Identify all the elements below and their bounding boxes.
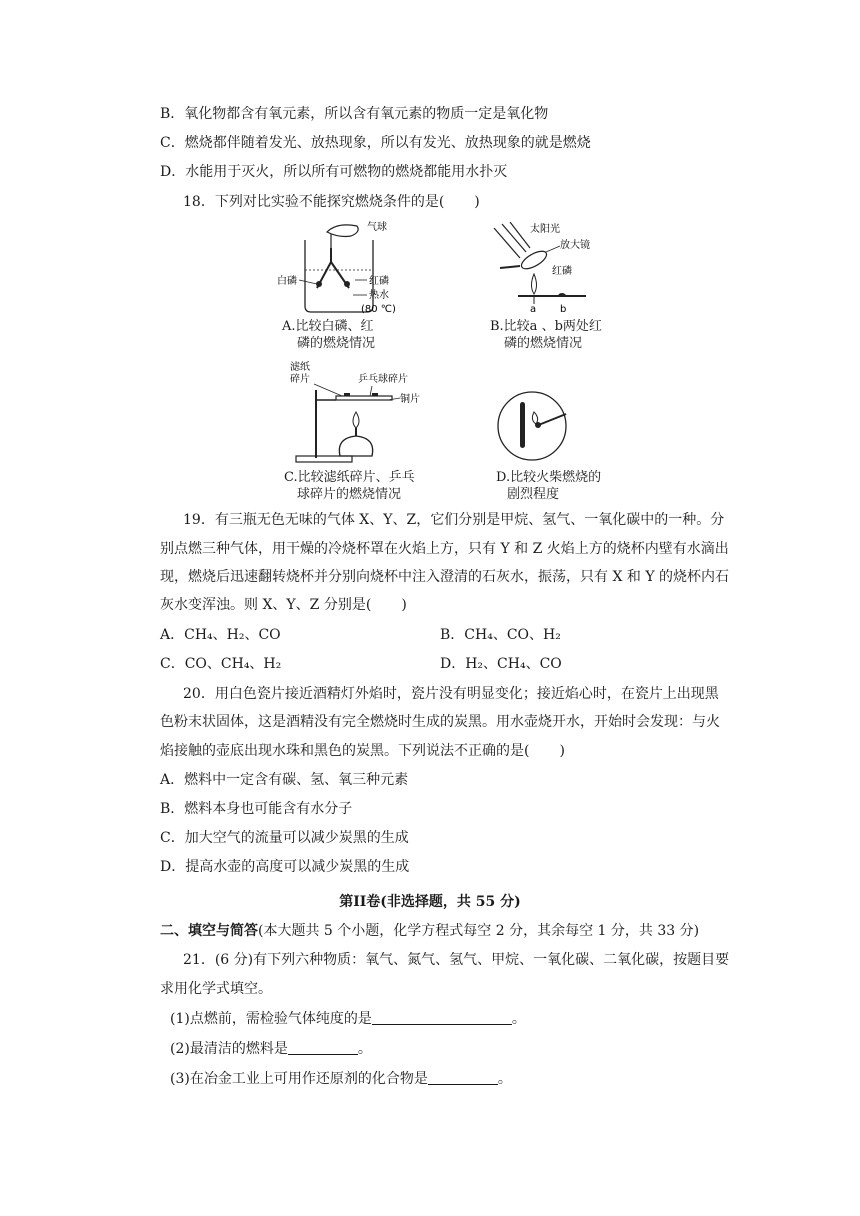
label-a: a [530,304,537,314]
label-hot-water: 热水 [369,290,389,301]
q20-line-1: 20．用白色瓷片接近酒精灯外焰时，瓷片没有明显变化；接近焰心时，在瓷片上出现黑 [183,686,719,702]
figure-d-diagram [496,388,576,464]
figure-c-diagram [280,360,430,464]
q20-option-d: D．提高水壶的高度可以减少炭黑的生成 [160,859,410,875]
q21-sub-3: (3)在冶金工业上可用作还原剂的化合物是 。 [170,1071,512,1087]
answer-blank-3[interactable] [428,1070,498,1085]
figure-c-caption-1: C.比较滤纸碎片、乒乓 [284,470,415,485]
q19-option-c: C．CO、CH₄、H₂ [160,656,282,672]
figure-d-caption-1: D.比较火柴燃烧的 [496,470,602,485]
section-two-header: 二、填空与简答(本大题共 5 个小题，化学方程式每空 2 分，其余每空 1 分，共 33 分) [160,923,700,939]
q17-option-d: D．水能用于灭火，所以所有可燃物的燃烧都能用水扑灭 [160,164,508,180]
q20-option-c: C．加大空气的流量可以减少炭黑的生成 [160,830,409,846]
label-temperature: (80 ℃) [361,304,396,315]
q19-option-d: D．H₂、CH₄、CO [440,656,562,672]
q17-option-c: C．燃烧都伴随着发光、放热现象，所以有发光、放热现象的就是燃烧 [160,135,591,151]
q19-option-a: A．CH₄、H₂、CO [160,627,281,643]
q20-option-b: B．燃料本身也可能含有水分子 [160,801,353,817]
figure-b-caption-2: 磷的燃烧情况 [504,336,583,351]
q19-option-b: B．CH₄、CO、H₂ [440,627,561,643]
label-red-phosphorus-b: 红磷 [552,266,572,277]
answer-blank-2[interactable] [288,1040,358,1055]
label-red-phosphorus: 红磷 [369,276,389,287]
figure-a-caption-1: A.比较白磷、红 [282,319,374,334]
figure-b-diagram [490,222,620,314]
q20-line-2: 色粉末状固体，这是酒精没有完全燃烧时生成的炭黑。用水壶烧开水，开始时会发现：与火 [160,714,720,730]
q19-line-1: 19．有三瓶无色无味的气体 X、Y、Z，它们分别是甲烷、氢气、一氧化碳中的一种。分 [183,512,725,528]
figure-a-caption-2: 磷的燃烧情况 [297,336,376,351]
q20-line-3: 焰接触的壶底出现水珠和黑色的炭黑。下列说法不正确的是( ) [160,743,565,759]
q20-option-a: A．燃料中一定含有碳、氢、氧三种元素 [160,772,409,788]
q21-sub-1: (1)点燃前，需检验气体纯度的是 。 [170,1011,526,1027]
label-white-phosphorus: 白磷 [277,276,297,287]
beaker-shape [305,240,373,312]
figure-c-caption-2: 球碎片的燃烧情况 [297,487,402,502]
label-filter-paper: 滤纸 [290,362,310,373]
balloon-shape [327,225,358,237]
figure-b-caption-1: B.比较a 、b两处红 [490,319,602,334]
q19-line-2: 别点燃三种气体，用干燥的冷烧杯罩在火焰上方，只有 Y 和 Z 火焰上方的烧杯内壁有水滴出 [160,541,729,557]
q19-line-4: 灰水变浑浊。则 X、Y、Z 分别是( ) [160,597,407,613]
label-magnifier: 放大镜 [560,240,590,251]
label-pingpong: 乒乓球碎片 [358,374,408,385]
part-two-title: 第II卷(非选择题，共 55 分) [339,894,521,910]
q21-line-1: 21．(6 分)有下列六种物质：氧气、氮气、氢气、甲烷、一氧化碳、二氧化碳，按题目要 [183,952,730,968]
figure-d-caption-2: 剧烈程度 [507,487,560,502]
label-b: b [560,304,567,314]
label-balloon: 气球 [367,222,387,233]
label-pieces: 碎片 [290,374,310,385]
q21-sub-2: (2)最清洁的燃料是 。 [170,1041,372,1057]
answer-blank-1[interactable] [372,1010,512,1025]
label-sunlight: 太阳光 [530,224,560,235]
magnifier-lens [519,248,549,272]
label-copper: 铜片 [400,394,420,405]
q18-stem: 18．下列对比实验不能探究燃烧条件的是( ) [183,194,480,210]
figure-a-diagram [275,218,415,316]
q19-line-3: 现，燃烧后迅速翻转烧杯并分别向烧杯中注入澄清的石灰水，振荡，只有 X 和 Y 的烧杯内石 [160,569,730,585]
q17-option-b: B．氧化物都含有氧元素，所以含有氧元素的物质一定是氧化物 [160,106,549,122]
q21-line-2: 求用化学式填空。 [160,981,272,997]
